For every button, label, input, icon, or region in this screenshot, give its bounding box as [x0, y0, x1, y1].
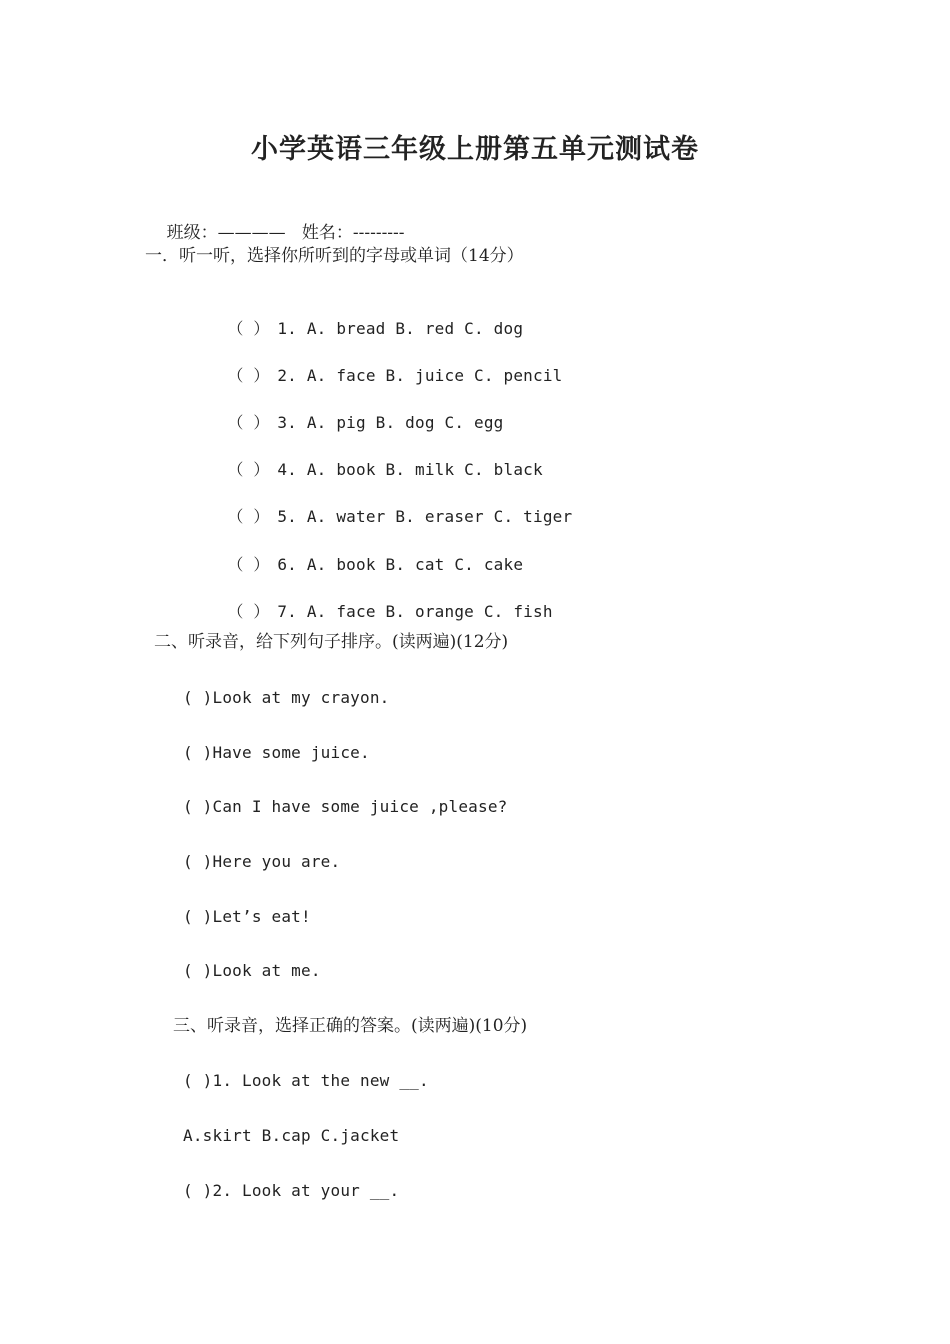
- section3-item-1-options: A.skirt B.cap C.jacket: [183, 1126, 400, 1145]
- answer-blank: （ ）: [227, 602, 270, 621]
- class-field-label: 班级：————: [166, 223, 286, 243]
- answer-blank: （ ）: [227, 460, 270, 479]
- section2-item-4: ( )Here you are.: [183, 852, 341, 871]
- section1-heading: 一．听一听，选择你所听到的字母或单词（14分）: [145, 246, 524, 266]
- answer-blank: （ ）: [227, 413, 270, 432]
- answer-blank: （ ）: [227, 555, 270, 574]
- answer-blank: （ ）: [227, 366, 270, 385]
- question-text: 3. A. pig B. dog C. egg: [277, 413, 504, 432]
- section2-item-6: ( )Look at me.: [183, 961, 321, 980]
- question-text: 7. A. face B. orange C. fish: [277, 602, 553, 621]
- section3-heading: 三、听录音，选择正确的答案。(读两遍)(10分): [173, 1016, 528, 1036]
- answer-blank: （ ）: [227, 507, 270, 526]
- section2-item-5: ( )Let’s eat!: [183, 907, 311, 926]
- document-title: 小学英语三年级上册第五单元测试卷: [251, 134, 699, 165]
- question-text: 2. A. face B. juice C. pencil: [277, 366, 563, 385]
- section2-heading: 二、听录音，给下列句子排序。(读两遍)(12分): [154, 632, 509, 652]
- section3-item-1: ( )1. Look at the new __.: [183, 1071, 429, 1090]
- section2-item-2: ( )Have some juice.: [183, 743, 370, 762]
- section3-item-2: ( )2. Look at your __.: [183, 1181, 400, 1200]
- question-text: 6. A. book B. cat C. cake: [277, 555, 524, 574]
- question-text: 5. A. water B. eraser C. tiger: [277, 507, 573, 526]
- section2-item-1: ( )Look at my crayon.: [183, 688, 390, 707]
- question-text: 1. A. bread B. red C. dog: [277, 319, 524, 338]
- question-text: 4. A. book B. milk C. black: [277, 460, 543, 479]
- answer-blank: （ ）: [227, 319, 270, 338]
- name-field-label: 姓名：---------: [301, 223, 405, 243]
- section2-item-3: ( )Can I have some juice ,please?: [183, 797, 508, 816]
